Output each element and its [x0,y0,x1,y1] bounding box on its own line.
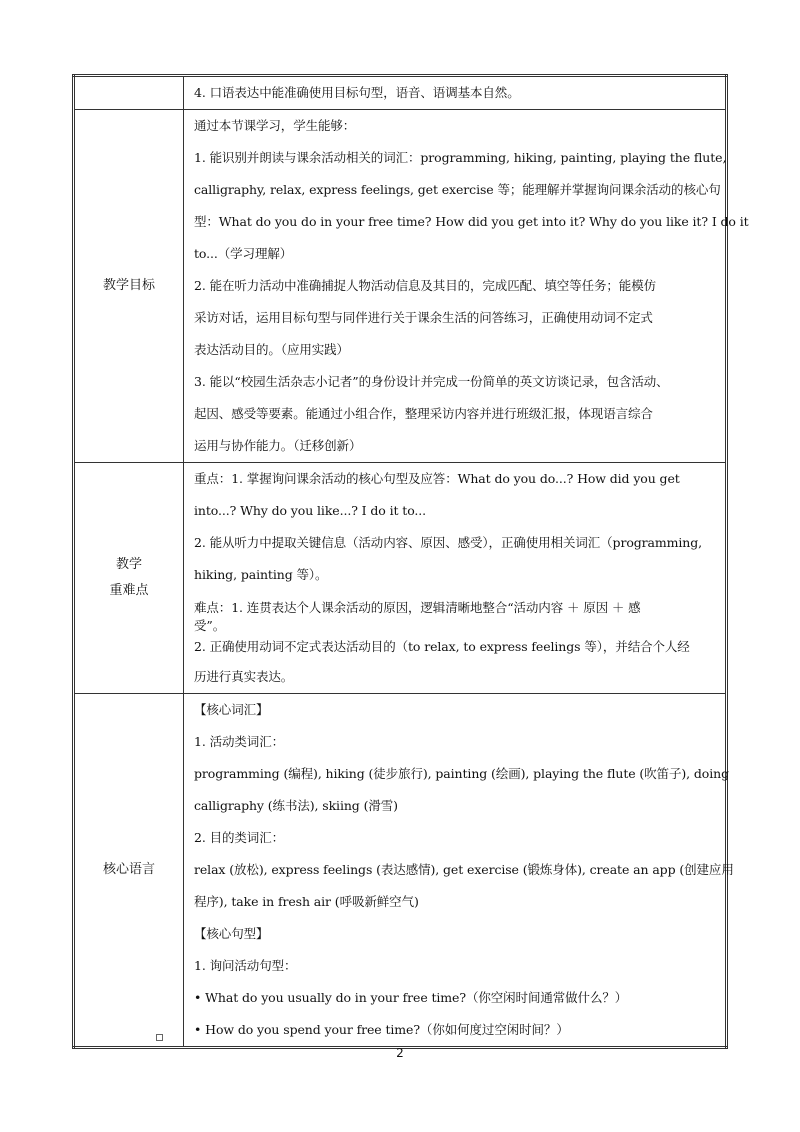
text-line: 1. 询问活动句型： [194,958,297,973]
text-line: programming (编程), hiking (徒步旅行), painting (绘画), playing the flute (吹笛子), doing [194,766,729,781]
table-row [74,463,727,694]
text-line: calligraphy (练书法), skiing (滑雪) [194,798,398,813]
text-line: into...? Why do you like...? I do it to... [194,503,427,518]
text-line: 程序), take in fresh air (呼吸新鲜空气) [194,894,419,909]
text-line: 通过本节课学习，学生能够： [194,118,356,133]
text-line: 起因、感受等要素。能通过小组合作，整理采访内容并进行班级汇报，体现语言综合 [194,406,653,421]
text-line: 型：What do you do in your free time? How did you get into it? Why do you like it? I do it [194,214,749,229]
paragraph-mark [156,1034,163,1041]
row-label-line: 重难点 [109,583,149,598]
lesson-plan-table [72,74,749,1049]
row-content [184,76,727,110]
text-line: 运用与协作能力。（迁移创新） [194,438,362,453]
text-line: • What do you usually do in your free time?（你空闲时间通常做什么？） [194,990,628,1005]
text-line: 2. 目的类词汇： [194,830,285,845]
text-line: 1. 能识别并朗读与课余活动相关的词汇：programming, hiking, painting, playing the flute, [194,150,727,165]
text-line: 2. 能从听力中提取关键信息（活动内容、原因、感受），正确使用相关词汇（programming, [194,535,703,550]
row-label-objectives: 教学目标 [74,110,184,463]
table-row [74,694,727,1048]
text-line: 难点：1. 连贯表达个人课余活动的原因，逻辑清晰地整合“活动内容 ＋ 原因 ＋ 感 [194,600,641,615]
text-line: • How do you spend your free time?（你如何度过空闲时间？） [194,1022,569,1037]
row-content-core-language [184,694,734,1048]
text-line: calligraphy, relax, express feelings, get exercise 等；能理解并掌握询问课余活动的核心句 [194,182,721,197]
row-label-key-points [74,463,184,694]
text-line: 受”。 [194,618,226,633]
text-line: to...（学习理解） [194,246,293,261]
page-number: 2 [396,1046,404,1060]
table-row [74,76,727,110]
text-line: 表达活动目的。（应用实践） [194,342,349,357]
row-content-objectives [184,110,749,463]
text-line: 采访对话，运用目标句型与同伴进行关于课余生活的问答练习，正确使用动词不定式 [194,310,653,325]
text-line: 【核心句型】 [194,926,269,941]
text-line: relax (放松), express feelings (表达感情), get exercise (锻炼身体), create an app (创建应用 [194,862,734,877]
row-content-key-points [184,463,727,694]
text-line: 1. 活动类词汇： [194,734,285,749]
text-line: 2. 能在听力活动中准确捕捉人物活动信息及其目的，完成匹配、填空等任务；能模仿 [194,278,657,293]
text-line: 历进行真实表达。 [194,669,294,684]
row-label-core-language: 核心语言 [74,694,184,1048]
text-line: 4. 口语表达中能准确使用目标句型，语音、语调基本自然。 [194,85,520,100]
text-line: 重点：1. 掌握询问课余活动的核心句型及应答：What do you do...? How did you get [194,471,680,486]
text-line: 3. 能以“校园生活杂志小记者”的身份设计并完成一份简单的英文访谈记录，包含活动、 [194,374,669,389]
text-line: 【核心词汇】 [194,702,269,717]
row-label-empty [74,76,184,110]
row-label-line: 教学 [115,557,142,572]
table-row [74,110,727,463]
text-line: hiking, painting 等）。 [194,567,328,582]
text-line: 2. 正确使用动词不定式表达活动目的（to relax, to express feelings 等），并结合个人经 [194,639,690,654]
